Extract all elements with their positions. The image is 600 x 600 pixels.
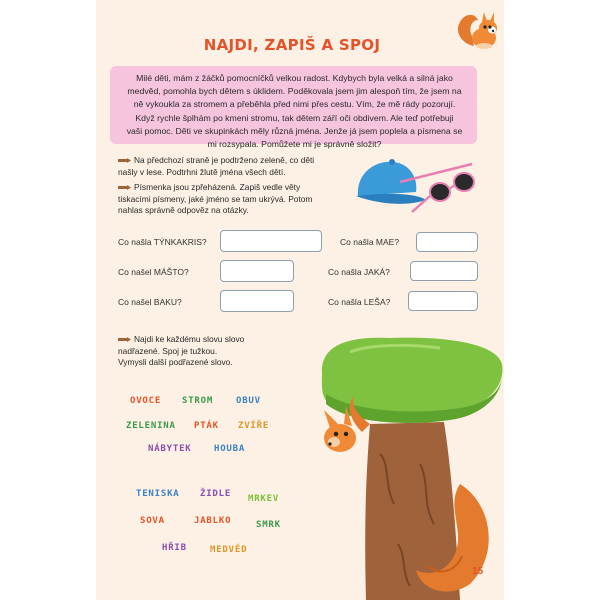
instruction-3-line: Najdi ke každému slovu slovo (134, 334, 245, 344)
answer-field[interactable] (416, 232, 478, 252)
instruction-3-line: nadřazené. Spoj je tužkou. (118, 345, 218, 356)
word-ptak[interactable]: PTÁK (194, 421, 219, 431)
answer-field[interactable] (220, 260, 294, 282)
answer-field[interactable] (220, 290, 294, 312)
question-label: Co našla MAE? (340, 237, 400, 247)
cap-and-sunglasses-illustration (352, 152, 482, 222)
question-label: Co našla LEŠA? (328, 297, 391, 307)
word-mrkev[interactable]: MRKEV (248, 494, 280, 504)
tree-with-squirrel-illustration (310, 334, 504, 600)
word-ovoce[interactable]: OVOCE (130, 396, 162, 406)
word-nabytek[interactable]: NÁBYTEK (148, 444, 192, 454)
instruction-2-line: tiskacími písmeny, jaké jméno se tam ukrývá. Potom (118, 193, 313, 204)
instruction-2-line: Písmenka jsou zpřeházená. Zapiš vedle věty (134, 182, 301, 192)
word-smrk[interactable]: SMRK (256, 520, 281, 530)
word-hrib[interactable]: HŘIB (162, 543, 187, 553)
intro-line: Milé děti, mám z žáčků pomocníčků velkou radost. Kdybych byla velká a silná jako (136, 73, 453, 83)
word-sova[interactable]: SOVA (140, 516, 165, 526)
word-obuv[interactable]: OBUV (236, 396, 261, 406)
intro-line: Když rychle šplhám po kmeni stromu, tak dětem září oči obdivem. Ale teď potřebuji (135, 112, 454, 123)
intro-message-box (110, 66, 477, 150)
instruction-2-line: nahlas správně odpověz na otázky. (118, 205, 249, 215)
intro-line: medvěd, pomohla bych dětem s úklidem. Poděkovala jsem jim alespoň tím, že jsem na (127, 86, 462, 97)
pointing-hand-icon (118, 336, 132, 343)
intro-line: ně vykoukla za stromem a přeběhla před nimi přes cestu. Vím, že mě rády pozorují. (133, 99, 456, 110)
instruction-1 (118, 155, 314, 178)
word-zelenina[interactable]: ZELENINA (126, 421, 176, 431)
word-teniska[interactable]: TENISKA (136, 489, 180, 499)
instruction-1-line: Na předchozí straně je podtrženo zeleně, co děti (134, 155, 315, 165)
word-jablko[interactable]: JABLKO (194, 516, 232, 526)
page-number: 15 (472, 566, 484, 577)
intro-message (118, 72, 471, 151)
answer-field[interactable] (220, 230, 322, 252)
word-zidle[interactable]: ŽIDLE (200, 489, 232, 499)
workbook-page (96, 0, 504, 600)
question-label: Co našla TÝNKAKRIS? (118, 237, 207, 247)
answer-field[interactable] (408, 291, 478, 311)
instruction-3-line: Vymysli další podřazené slovo. (118, 357, 233, 367)
word-houba[interactable]: HOUBA (214, 444, 246, 454)
page-title: NAJDI, ZAPIŠ A SPOJ (203, 36, 381, 54)
word-medved[interactable]: MEDVĚD (210, 545, 248, 555)
instruction-1-line: našly v lese. Podtrhni žlutě jména všech dětí. (118, 166, 286, 177)
intro-line: vaši pomoc. Děti ve skupinkách měly různá jména. Jenže já jsem poplela a písmena se (126, 125, 463, 136)
pointing-hand-icon (118, 184, 132, 191)
question-label: Co našel MÁŠTO? (118, 267, 189, 277)
instruction-3 (118, 334, 244, 369)
intro-line: mi rozsypala. Pomůžete mi je správně složit? (207, 139, 382, 150)
question-label: Co našla JAKÁ? (328, 267, 390, 277)
answer-field[interactable] (410, 261, 478, 281)
instruction-2 (118, 182, 312, 217)
word-zvire[interactable]: ZVÍŘE (238, 421, 270, 431)
pointing-hand-icon (118, 157, 132, 164)
question-label: Co našel BAKU? (118, 297, 182, 307)
word-strom[interactable]: STROM (182, 396, 214, 406)
